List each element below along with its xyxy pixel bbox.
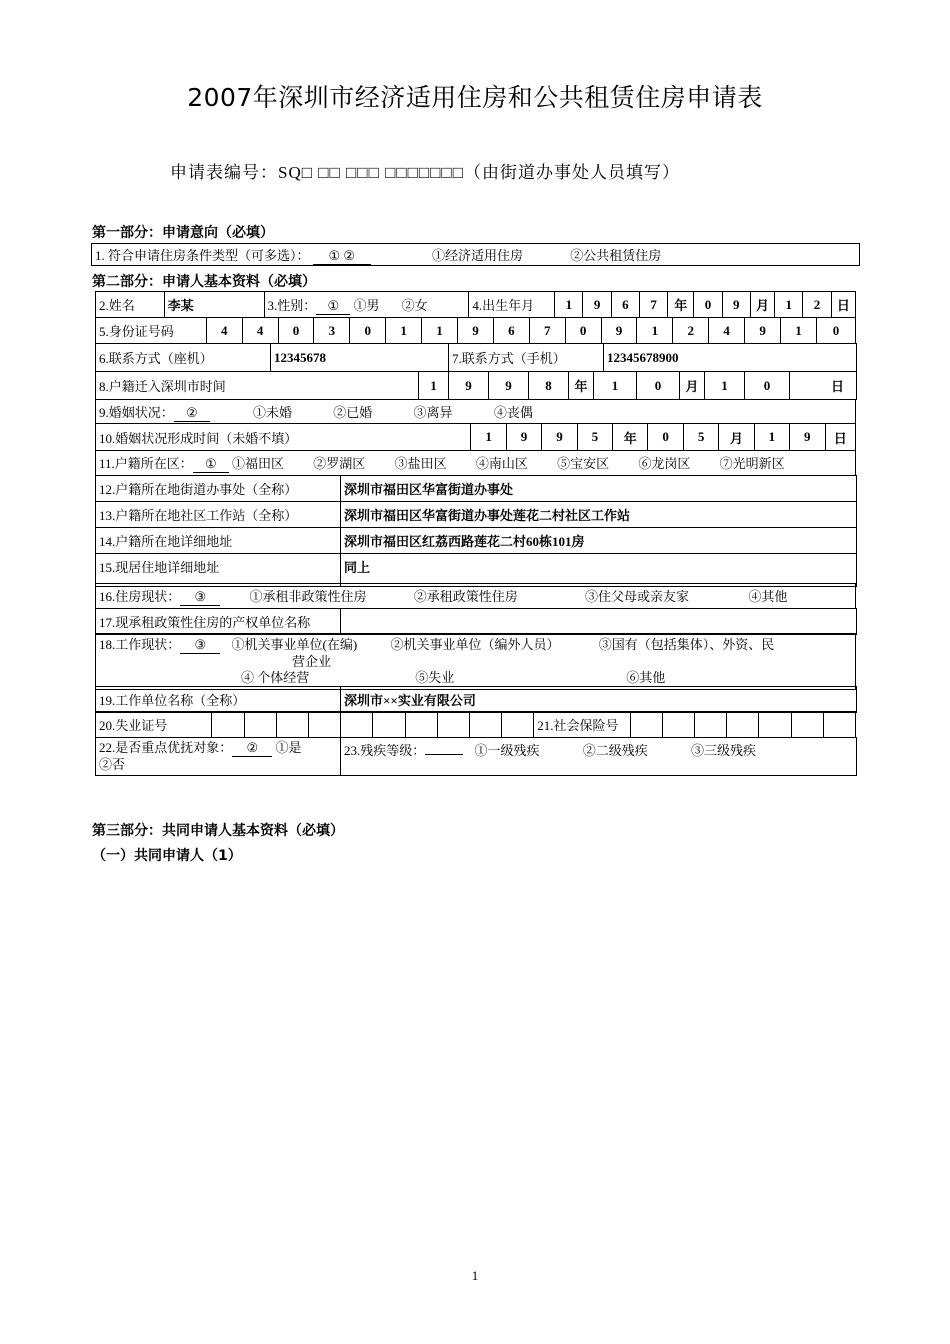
id-digit[interactable]: 4 [206, 318, 242, 344]
date-digit[interactable]: 9 [506, 424, 541, 451]
social-box[interactable] [630, 712, 662, 738]
id-digit[interactable]: 1 [637, 318, 673, 344]
date-digit[interactable]: 9 [449, 372, 489, 400]
housing-cell: 16.住房现状： ③ ①承租非政策性住房 ②承租政策性住房 ③住父母或亲友家 ④其他 [96, 584, 856, 609]
table-addresses [95, 475, 857, 587]
current-address-label: 15.现居住地详细地址 [96, 554, 341, 587]
birth-digit[interactable]: 9 [583, 292, 611, 318]
disability-value[interactable] [425, 754, 463, 755]
social-box[interactable] [695, 712, 727, 738]
birth-digit[interactable]: 9 [722, 292, 750, 318]
id-digit[interactable]: 0 [278, 318, 314, 344]
street-label: 12.户籍所在地街道办事处（全称） [96, 476, 341, 502]
q1-opt2: ②公共租赁住房 [570, 247, 662, 263]
date-digit[interactable]: 1 [754, 424, 789, 451]
date-digit[interactable]: 0 [648, 424, 683, 451]
id-digit[interactable]: 9 [601, 318, 637, 344]
date-digit[interactable]: 0 [637, 372, 680, 400]
landline-value[interactable]: 12345678 [271, 344, 449, 372]
application-number: 申请表编号：SQ□ □□ □□□ □□□□□□□（由街道办事处人员填写） [170, 163, 680, 182]
policy-owner-label: 17.现承租政策性住房的产权单位名称 [96, 609, 341, 635]
birth-label: 4.出生年月 [469, 292, 555, 318]
section-part3: 第三部分：共同申请人基本资料（必填） [92, 823, 344, 839]
date-digit[interactable]: 9 [542, 424, 577, 451]
date-digit[interactable]: 1 [705, 372, 745, 400]
id-digit[interactable]: 4 [242, 318, 278, 344]
q1-value[interactable]: ① ② [313, 248, 371, 265]
unemployment-box[interactable] [469, 712, 501, 738]
date-digit[interactable]: 0 [745, 372, 790, 400]
q1-row [92, 244, 860, 266]
unemployment-box[interactable] [212, 712, 244, 738]
id-digit[interactable]: 7 [529, 318, 565, 344]
id-digit[interactable]: 1 [781, 318, 817, 344]
community-value[interactable]: 深圳市福田区华富街道办事处莲花二村社区工作站 [341, 502, 857, 528]
id-digit[interactable]: 1 [386, 318, 422, 344]
row-hukou-time [95, 371, 857, 400]
social-box[interactable] [759, 712, 791, 738]
row-district [95, 450, 856, 476]
id-digit[interactable]: 0 [565, 318, 601, 344]
year-label: 年 [668, 292, 694, 318]
priority-value[interactable]: ② [232, 740, 272, 757]
q1-opt1: ①经济适用住房 [432, 247, 524, 263]
row-policy-owner [95, 608, 857, 635]
policy-owner-value[interactable] [341, 609, 857, 635]
birth-digit[interactable]: 0 [694, 292, 722, 318]
row-priority-disability [95, 737, 857, 776]
date-digit[interactable]: 5 [577, 424, 612, 451]
date-digit[interactable]: 5 [683, 424, 718, 451]
id-digit[interactable]: 1 [422, 318, 458, 344]
id-digit[interactable]: 2 [673, 318, 709, 344]
unemployment-box[interactable] [341, 712, 373, 738]
id-label: 5.身份证号码 [96, 318, 207, 344]
page-title: 2007年深圳市经济适用住房和公共租赁住房申请表 [187, 83, 763, 112]
marital-value[interactable]: ② [174, 405, 210, 422]
unemployment-box[interactable] [244, 712, 276, 738]
social-label: 21.社会保险号 [534, 712, 631, 738]
unemployment-box[interactable] [437, 712, 469, 738]
district-cell: 11.户籍所在区： ① ①福田区 ②罗湖区 ③盐田区 ④南山区 ⑤宝安区 ⑥龙岗区 ⑦光明新区 [96, 451, 856, 476]
unemployment-box[interactable] [373, 712, 405, 738]
date-digit[interactable]: 1 [419, 372, 449, 400]
date-digit[interactable]: 1 [471, 424, 506, 451]
birth-digit[interactable]: 6 [611, 292, 639, 318]
employer-value[interactable]: 深圳市××实业有限公司 [341, 687, 857, 713]
housing-value[interactable]: ③ [180, 589, 220, 606]
id-digit[interactable]: 6 [493, 318, 529, 344]
date-digit[interactable]: 9 [790, 424, 825, 451]
date-digit[interactable]: 8 [529, 372, 569, 400]
row-contacts [95, 343, 857, 372]
section-part2: 第二部分：申请人基本资料（必填） [92, 274, 316, 290]
street-value[interactable]: 深圳市福田区华富街道办事处 [341, 476, 857, 502]
address-value[interactable]: 深圳市福田区红荔西路莲花二村60栋101房 [341, 528, 857, 554]
date-digit[interactable]: 9 [489, 372, 529, 400]
month-label: 月 [680, 372, 705, 400]
social-box[interactable] [791, 712, 823, 738]
unemployment-label: 20.失业证号 [96, 712, 212, 738]
day-label: 日 [790, 372, 857, 400]
page-number: 1 [471, 1268, 479, 1283]
id-digit[interactable]: 9 [745, 318, 781, 344]
row-marital-time [95, 423, 856, 451]
birth-digit[interactable]: 1 [555, 292, 583, 318]
name-value[interactable]: 李某 [164, 292, 264, 318]
table-part1 [91, 243, 860, 266]
social-box[interactable] [662, 712, 694, 738]
unemployment-box[interactable] [502, 712, 534, 738]
hukou-time-label: 8.户籍迁入深圳市时间 [96, 372, 419, 400]
social-box[interactable] [823, 712, 855, 738]
row-work [95, 633, 856, 690]
birth-digit[interactable]: 2 [803, 292, 831, 318]
month-label: 月 [719, 424, 754, 451]
id-digit[interactable]: 4 [709, 318, 745, 344]
community-label: 13.户籍所在地社区工作站（全称） [96, 502, 341, 528]
marital-cell: 9.婚姻状况： ② ①未婚 ②已婚 ③离异 ④丧偶 [96, 400, 856, 424]
gender-value[interactable]: ① [316, 298, 350, 315]
priority-cell: 22.是否重点优抚对象： ② ①是 ②否 [96, 738, 341, 776]
mobile-value[interactable]: 12345678900 [604, 344, 857, 372]
social-box[interactable] [727, 712, 759, 738]
id-digit[interactable]: 0 [350, 318, 386, 344]
day-label: 日 [825, 424, 856, 451]
birth-digit[interactable]: 7 [639, 292, 667, 318]
row-employer [95, 686, 857, 713]
employer-label: 19.工作单位名称（全称） [96, 687, 341, 713]
unemployment-box[interactable] [276, 712, 308, 738]
year-label: 年 [613, 424, 648, 451]
month-label: 月 [750, 292, 774, 318]
birth-digit[interactable]: 1 [775, 292, 803, 318]
year-label: 年 [569, 372, 594, 400]
id-digit[interactable]: 9 [458, 318, 494, 344]
unemployment-box[interactable] [405, 712, 437, 738]
mobile-label: 7.联系方式（手机） [449, 344, 604, 372]
district-value[interactable]: ① [193, 456, 229, 473]
marital-time-label: 10.婚姻状况形成时间（未婚不填） [96, 424, 471, 451]
id-digit[interactable]: 0 [816, 318, 855, 344]
landline-label: 6.联系方式（座机） [96, 344, 271, 372]
work-value[interactable]: ③ [180, 637, 220, 654]
section-part1: 第一部分：申请意向（必填） [92, 225, 274, 241]
unemployment-box[interactable] [309, 712, 341, 738]
date-digit[interactable]: 1 [594, 372, 637, 400]
section-part3-sub: （一）共同申请人（1） [92, 848, 242, 864]
current-address-value[interactable]: 同上 [341, 554, 857, 587]
gender-cell: 3.性别： ① ①男 ②女 [264, 292, 469, 318]
address-label: 14.户籍所在地详细地址 [96, 528, 341, 554]
disability-cell: 23.残疾等级： ①一级残疾 ②二级残疾 ③三级残疾 [341, 738, 857, 776]
id-digit[interactable]: 3 [314, 318, 350, 344]
row-housing [95, 583, 856, 609]
work-cell: 18.工作现状： ③ ①机关事业单位(在编) ②机关事业单位（编外人员） ③国有（包括集体）、外资、民 营企业 ④ 个体经营 ⑤失业 ⑥其他 [96, 634, 856, 690]
row-id-card [95, 317, 856, 344]
row-name-gender-birth [95, 291, 856, 318]
q1-label: 1. 符合申请住房条件类型（可多选）： [95, 247, 310, 263]
row-unemployment-social [95, 711, 856, 738]
name-label: 2.姓名 [96, 292, 165, 318]
row-marital [95, 399, 856, 424]
day-label: 日 [831, 292, 855, 318]
